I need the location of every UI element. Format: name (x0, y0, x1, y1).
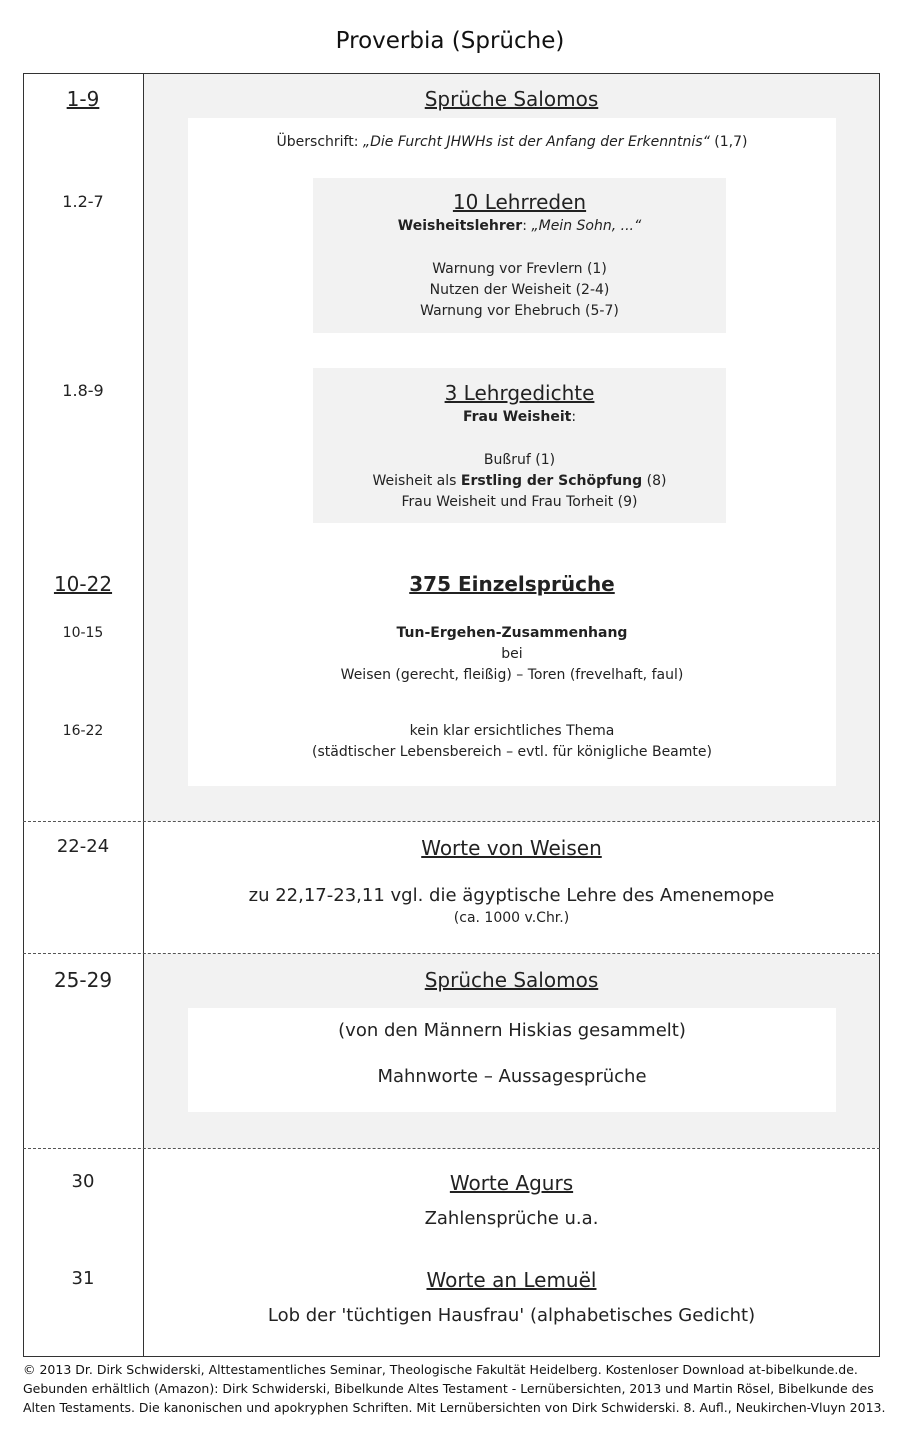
lehrgedichte-line-2-bold: Erstling der Schöpfung (460, 473, 643, 489)
sec3-line1: zu 22,17-23,11 vgl. die ägyptische Lehre des Amenemope (248, 885, 775, 906)
range-10-22: 10-22 (53, 572, 113, 596)
sec2-part1 (188, 623, 836, 686)
footer-line-1: © 2013 Dr. Dirk Schwiderski, Alttestamentliches Seminar, Theologische Fakultät Heidelberg. Kostenloser Download at-bibelkunde.de. (23, 1362, 858, 1377)
divider-2 (23, 953, 880, 954)
sec4-heading: Sprüche Salomos (424, 968, 599, 992)
lehrgedichte-line-1: Bußruf (1) (483, 452, 556, 468)
lehrgedichte-line-2-pre: Weisheit als (372, 473, 461, 489)
range-25-29: 25-29 (53, 968, 113, 992)
lehrreden-line-1: Warnung vor Frevlern (1) (432, 261, 607, 277)
footer-line-2: Gebunden erhältlich (Amazon): Dirk Schwiderski, Bibelkunde Altes Testament - Lernübersichten, 2013 und Martin Rösel, Bibelkunde des (23, 1381, 874, 1396)
lehrgedichte-speaker-bold: Frau Weisheit (462, 409, 572, 425)
lehrreden-heading: 10 Lehrreden (452, 190, 587, 214)
sec5-line1: Zahlensprüche u.a. (424, 1208, 599, 1229)
sec1-heading: Sprüche Salomos (424, 87, 599, 111)
sec2-part2-line2: (städtischer Lebensbereich – evtl. für königliche Beamte) (312, 744, 712, 760)
lehrreden-speaker-rest: : (522, 218, 532, 234)
sec5-heading: Worte Agurs (449, 1171, 574, 1195)
sec3-heading: Worte von Weisen (421, 836, 602, 860)
divider-1 (23, 821, 880, 822)
sec2-part2 (188, 721, 836, 763)
footer (23, 1360, 893, 1417)
sec3-line2: (ca. 1000 v.Chr.) (453, 910, 570, 926)
lehrgedichte-speaker (313, 409, 726, 425)
divider-3 (23, 1148, 880, 1149)
lehrreden-speaker-quote: „Mein Sohn, ...“ (531, 218, 642, 234)
lehrreden-lines (313, 259, 726, 322)
range-31: 31 (71, 1268, 95, 1289)
lehrgedichte-heading: 3 Lehrgedichte (444, 381, 595, 405)
overscript-line (188, 134, 836, 150)
sec2-part1-line3: Weisen (gerecht, fleißig) – Toren (frevelhaft, faul) (340, 667, 684, 683)
sec4-line1: (von den Männern Hiskias gesammelt) (338, 1020, 686, 1041)
page-title: Proverbia (Sprüche) (335, 28, 565, 54)
column-divider (143, 73, 144, 1357)
footer-line-3: Alten Testaments. Die kanonischen und apokryphen Schriften. Mit Lernübersichten von Dirk Schwiderski. 8. Aufl., Neukirchen-Vluyn 2013. (23, 1400, 886, 1415)
overscript-prefix: Überschrift: (276, 134, 363, 150)
sec6-heading: Worte an Lemuël (426, 1268, 597, 1292)
lehrgedichte-speaker-rest: : (571, 409, 577, 425)
sec4-line2: Mahnworte – Aussagesprüche (377, 1066, 647, 1087)
lehrreden-speaker (313, 218, 726, 234)
range-30: 30 (71, 1171, 95, 1192)
sec2-heading: 375 Einzelsprüche (409, 572, 615, 596)
lehrgedichte-line-2 (313, 471, 726, 492)
range-16-22: 16-22 (62, 723, 104, 739)
range-22-24: 22-24 (56, 836, 110, 857)
overscript-ref: (1,7) (709, 134, 748, 150)
overscript-quote: „Die Furcht JHWHs ist der Anfang der Erkenntnis“ (362, 134, 710, 150)
sec2-part2-line1: kein klar ersichtliches Thema (409, 723, 615, 739)
sec2-part1-bold: Tun-Ergehen-Zusammenhang (396, 625, 628, 641)
range-1-8-9: 1.8-9 (62, 381, 104, 400)
lehrreden-speaker-bold: Weisheitslehrer (397, 218, 523, 234)
range-10-15: 10-15 (62, 625, 104, 641)
range-1-2-7: 1.2-7 (62, 192, 104, 211)
sec6-line1: Lob der 'tüchtigen Hausfrau' (alphabetisches Gedicht) (267, 1305, 756, 1326)
sec2-part1-line2: bei (501, 646, 523, 662)
lehrgedichte-line-3: Frau Weisheit und Frau Torheit (9) (401, 494, 638, 510)
lehrgedichte-lines (313, 450, 726, 513)
lehrreden-line-2: Nutzen der Weisheit (2-4) (429, 282, 610, 298)
lehrgedichte-line-2-post: (8) (642, 473, 667, 489)
range-1-9: 1-9 (66, 87, 100, 111)
lehrreden-line-3: Warnung vor Ehebruch (5-7) (420, 303, 619, 319)
